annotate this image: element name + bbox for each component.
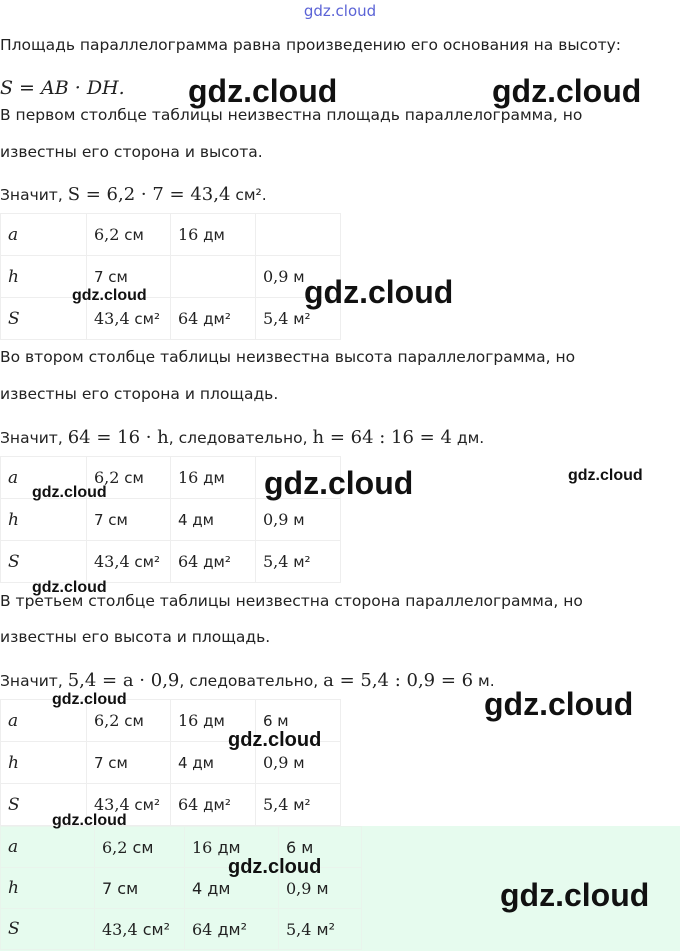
- step3-math2: a = 5,4 : 0,9 = 6: [323, 670, 474, 691]
- watermark: gdz.cloud: [52, 812, 127, 829]
- table-cell: [87, 499, 171, 541]
- cell-unit: м: [288, 511, 305, 529]
- table-cell: [1, 909, 95, 950]
- variable-label: S: [8, 794, 20, 815]
- table-cell: [185, 909, 279, 950]
- cell-number: 5,4: [263, 309, 289, 328]
- site-header-link[interactable]: gdz.cloud: [303, 2, 377, 20]
- variable-label: S: [8, 308, 20, 329]
- step1-line2: известны его сторона и высота.: [0, 143, 263, 161]
- table-cell: [171, 256, 256, 298]
- cell-unit: см: [119, 712, 144, 730]
- cell-unit: дм: [198, 469, 225, 487]
- watermark: gdz.cloud: [72, 287, 147, 304]
- cell-number: 64: [178, 552, 199, 571]
- table-cell: [171, 499, 256, 541]
- cell-number: 0,9: [263, 753, 289, 772]
- cell-unit: см: [127, 837, 154, 857]
- table-cell: [279, 909, 362, 950]
- table-cell: [171, 457, 256, 499]
- variable-label: a: [8, 710, 19, 731]
- cell-number: 0,9: [286, 878, 312, 898]
- step2-prefix: Значит,: [0, 429, 68, 447]
- table-cell: [1, 868, 95, 909]
- area-formula: S = AB · DH.: [0, 77, 125, 99]
- step2-conclusion: [0, 427, 484, 449]
- watermark: gdz.cloud: [32, 579, 107, 596]
- table-cell: [171, 214, 256, 256]
- table-cell: [87, 541, 171, 583]
- variable-label: h: [8, 878, 19, 898]
- variable-label: a: [8, 224, 19, 245]
- table-row: [1, 541, 341, 583]
- cell-number: 16: [178, 468, 199, 487]
- watermark: gdz.cloud: [228, 729, 322, 751]
- step1-math: S = 6,2 · 7 = 43,4: [67, 184, 231, 205]
- cell-unit: 7 см: [94, 511, 128, 529]
- step2-math1: 64 = 16 · h: [67, 427, 169, 448]
- table-cell: [1, 742, 87, 784]
- cell-unit: м²: [288, 796, 311, 814]
- cell-unit: м: [288, 268, 305, 286]
- cell-unit: 7 см: [94, 268, 128, 286]
- watermark: gdz.cloud: [32, 484, 107, 501]
- watermark: gdz.cloud: [228, 856, 322, 878]
- table-row: [1, 214, 341, 256]
- table-cell: [256, 784, 341, 826]
- cell-unit: 4 дм: [192, 878, 231, 898]
- table-cell: [1, 827, 95, 868]
- cell-number: 6,2: [102, 837, 128, 857]
- cell-unit: см²: [129, 310, 160, 328]
- cell-unit: м²: [288, 553, 311, 571]
- cell-unit: м²: [311, 919, 336, 939]
- cell-unit: дм²: [198, 796, 231, 814]
- table-row: [1, 499, 341, 541]
- variable-label: h: [8, 509, 19, 530]
- table-cell: [256, 214, 341, 256]
- table-cell: [1, 214, 87, 256]
- cell-unit: см: [119, 226, 144, 244]
- step1-conclusion: [0, 184, 267, 206]
- cell-number: 43,4: [94, 552, 130, 571]
- table-cell: [1, 541, 87, 583]
- cell-unit: м²: [288, 310, 311, 328]
- cell-unit: дм: [198, 226, 225, 244]
- cell-unit: дм²: [198, 310, 231, 328]
- cell-unit: 7 см: [102, 878, 139, 898]
- table-3: [0, 699, 341, 826]
- variable-label: a: [8, 837, 19, 857]
- cell-number: 6,2: [94, 225, 120, 244]
- table-cell: [171, 541, 256, 583]
- cell-unit: 4 дм: [178, 511, 214, 529]
- table-cell: [171, 784, 256, 826]
- cell-unit: 6 м: [286, 837, 314, 857]
- cell-number: 0,9: [263, 510, 289, 529]
- cell-unit: дм²: [198, 553, 231, 571]
- watermark: gdz.cloud: [188, 73, 338, 109]
- cell-unit: см²: [137, 919, 170, 939]
- cell-unit: м: [311, 878, 329, 898]
- cell-number: 16: [178, 711, 199, 730]
- table-row: [1, 298, 341, 340]
- step3-suffix: м.: [473, 672, 495, 690]
- table-row: [1, 256, 341, 298]
- cell-number: 0,9: [263, 267, 289, 286]
- variable-label: h: [8, 266, 19, 287]
- cell-number: 64: [178, 795, 199, 814]
- cell-unit: дм: [198, 712, 225, 730]
- cell-unit: см: [119, 469, 144, 487]
- table-cell: [256, 499, 341, 541]
- cell-unit: 6 м: [263, 712, 289, 730]
- table-cell: [95, 868, 185, 909]
- step3-conclusion: [0, 670, 495, 692]
- table-cell: [1, 499, 87, 541]
- watermark: gdz.cloud: [264, 465, 414, 501]
- step3-line1: В третьем столбце таблицы неизвестна сторона параллелограмма, но: [0, 592, 583, 610]
- cell-number: 64: [178, 309, 199, 328]
- watermark: gdz.cloud: [304, 274, 454, 310]
- cell-unit: дм: [212, 837, 241, 857]
- cell-unit: дм²: [212, 919, 247, 939]
- cell-number: 43,4: [94, 795, 130, 814]
- table-cell: [171, 298, 256, 340]
- variable-label: S: [8, 919, 20, 939]
- step2-math2: h = 64 : 16 = 4: [312, 427, 452, 448]
- cell-number: 6,2: [94, 711, 120, 730]
- step1-line1: В первом столбце таблицы неизвестна площадь параллелограмма, но: [0, 106, 583, 124]
- cell-number: 5,4: [286, 919, 312, 939]
- watermark: gdz.cloud: [52, 691, 127, 708]
- cell-number: 6,2: [94, 468, 120, 487]
- watermark: gdz.cloud: [492, 73, 642, 109]
- step2-line2: известны его сторона и площадь.: [0, 385, 279, 403]
- table-row: [1, 909, 362, 950]
- step2-line1: Во втором столбце таблицы неизвестна высота параллелограмма, но: [0, 348, 576, 366]
- cell-number: 43,4: [102, 919, 138, 939]
- variable-label: S: [8, 551, 20, 572]
- cell-number: 5,4: [263, 795, 289, 814]
- variable-label: h: [8, 752, 19, 773]
- cell-number: 64: [192, 919, 213, 939]
- watermark: gdz.cloud: [484, 686, 634, 722]
- table-1: [0, 213, 341, 340]
- answer-table: [0, 826, 362, 950]
- cell-number: 16: [178, 225, 199, 244]
- table-cell: [87, 742, 171, 784]
- step1-suffix: см².: [230, 186, 267, 204]
- cell-unit: 4 дм: [178, 754, 214, 772]
- step3-prefix: Значит,: [0, 672, 68, 690]
- cell-unit: м: [288, 754, 305, 772]
- table-cell: [95, 909, 185, 950]
- step2-suffix: дм.: [451, 429, 485, 447]
- intro-text: Площадь параллелограмма равна произведению его основания на высоту:: [0, 36, 621, 54]
- cell-number: 5,4: [263, 552, 289, 571]
- table-cell: [87, 214, 171, 256]
- variable-label: a: [8, 467, 19, 488]
- cell-unit: см²: [129, 796, 160, 814]
- table-cell: [95, 827, 185, 868]
- watermark: gdz.cloud: [500, 877, 650, 913]
- cell-unit: 7 см: [94, 754, 128, 772]
- step1-prefix: Значит,: [0, 186, 68, 204]
- watermark: gdz.cloud: [568, 467, 643, 484]
- step2-middle: , следовательно,: [168, 429, 313, 447]
- step3-math1: 5,4 = a · 0,9: [67, 670, 180, 691]
- cell-number: 16: [192, 837, 213, 857]
- cell-number: 43,4: [94, 309, 130, 328]
- step3-middle: , следовательно,: [179, 672, 324, 690]
- step3-line2: известны его высота и площадь.: [0, 628, 271, 646]
- table-cell: [256, 541, 341, 583]
- cell-unit: см²: [129, 553, 160, 571]
